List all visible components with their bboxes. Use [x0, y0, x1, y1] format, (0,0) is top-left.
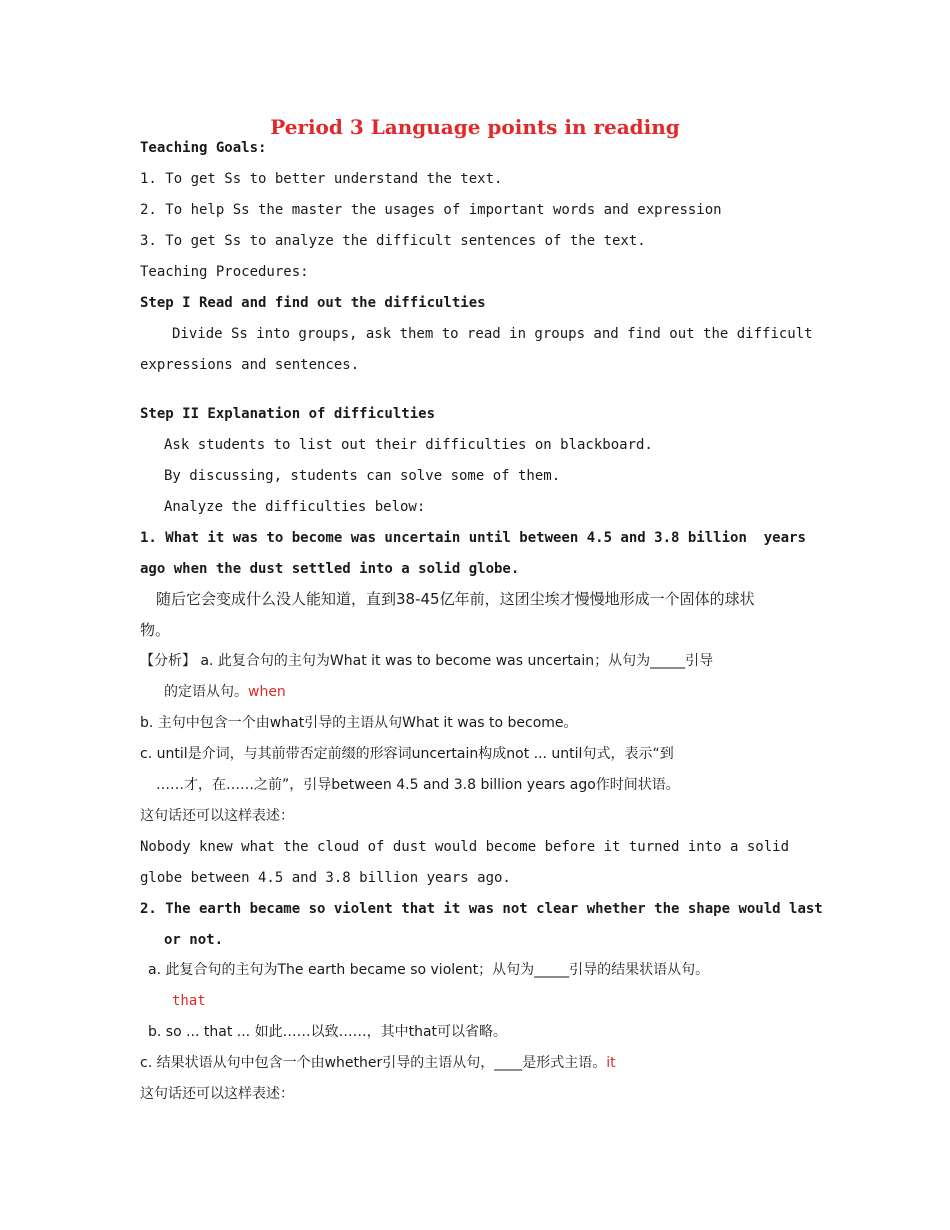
- step1-heading: Step I Read and find out the difficulties: [140, 295, 486, 311]
- point2-answer-a: that: [172, 993, 206, 1009]
- point1-sentence-line2: ago when the dust settled into a solid globe.: [140, 561, 520, 577]
- point2-rephrase-label: 这句话还可以这样表述：: [140, 1086, 294, 1102]
- step2-line-3: Analyze the difficulties below:: [164, 499, 426, 515]
- point1-translation-line1: 随后它会变成什么没人能知道，直到38-45亿年前，这团尘埃才慢慢地形成一个固体的球状: [156, 590, 755, 608]
- point1-answer-a: when: [248, 684, 286, 700]
- goal-item-2: 2. To help Ss the master the usages of important words and expression: [140, 202, 722, 218]
- page-title: Period 3 Language points in reading: [270, 115, 680, 139]
- point1-rephrase-line1: Nobody knew what the cloud of dust would become before it turned into a solid: [140, 839, 790, 855]
- point1-analysis-c-line1: c. until是介词，与其前带否定前缀的形容词uncertain构成not ... until句式，表示“到: [140, 746, 674, 762]
- point1-rephrase-label: 这句话还可以这样表述：: [140, 808, 294, 824]
- point1-analysis-a-line1: 【分析】 a. 此复合句的主句为What it was to become was uncertain；从句为_____引导: [140, 653, 714, 669]
- step2-line-1: Ask students to list out their difficulties on blackboard.: [164, 437, 653, 453]
- point1-analysis-b: b. 主句中包含一个由what引导的主语从句What it was to become。: [140, 715, 578, 731]
- point2-analysis-c-text: c. 结果状语从句中包含一个由whether引导的主语从句，____是形式主语。: [140, 1055, 607, 1071]
- point1-translation-line2: 物。: [140, 621, 171, 639]
- step1-text-line1: Divide Ss into groups, ask them to read in groups and find out the difficult: [172, 326, 813, 342]
- goal-item-3: 3. To get Ss to analyze the difficult sentences of the text.: [140, 233, 646, 249]
- goals-heading: Teaching Goals:: [140, 140, 267, 156]
- step2-line-2: By discussing, students can solve some of them.: [164, 468, 561, 484]
- point1-sentence-line1: 1. What it was to become was uncertain until between 4.5 and 3.8 billion years: [140, 530, 806, 546]
- procedures-heading: Teaching Procedures:: [140, 264, 309, 280]
- point1-rephrase-line2: globe between 4.5 and 3.8 billion years ago.: [140, 870, 511, 886]
- point2-analysis-c: [140, 1054, 616, 1072]
- point2-sentence-line1: 2. The earth became so violent that it was not clear whether the shape would last: [140, 901, 823, 917]
- step1-text-line2: expressions and sentences.: [140, 357, 360, 373]
- point2-sentence-line2: or not.: [164, 932, 224, 948]
- point1-analysis-c-line2: ……才，在……之前”，引导between 4.5 and 3.8 billion years ago作时间状语。: [156, 777, 680, 793]
- point2-answer-c: it: [606, 1055, 616, 1071]
- point2-analysis-b: b. so ... that ... 如此……以致……，其中that可以省略。: [148, 1024, 508, 1040]
- point1-analysis-a-line2: [164, 683, 286, 701]
- step2-heading: Step II Explanation of difficulties: [140, 406, 436, 422]
- goal-item-1: 1. To get Ss to better understand the text.: [140, 171, 503, 187]
- point1-analysis-a-text: 的定语从句。: [164, 684, 248, 700]
- point2-analysis-a: a. 此复合句的主句为The earth became so violent；从句为_____引导的结果状语从句。: [148, 962, 710, 978]
